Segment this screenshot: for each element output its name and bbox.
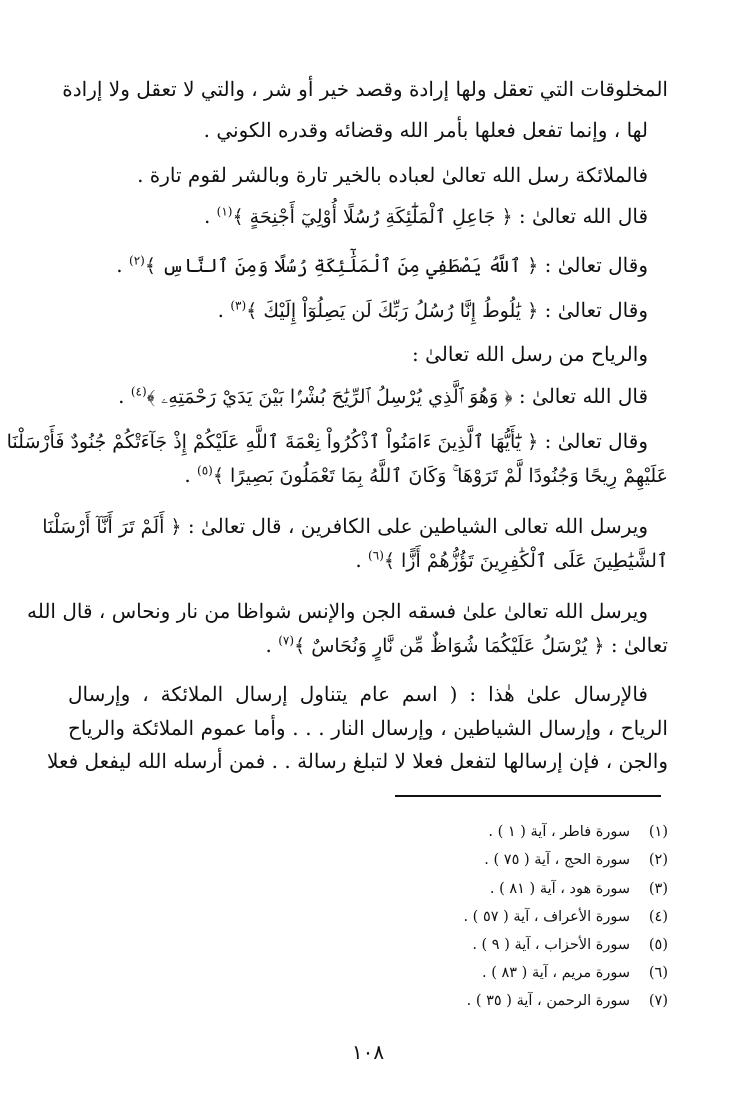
quran-verse: ﴿ يَٰٓأَيُّهَا ٱلَّذِينَ ءَامَنُواْ ٱذْكُرُواْ نِعْمَةَ ٱللَّهِ عَلَيْكُمْ إِذْ جَآءَتْكُمْ جُنُودٌ فَأَرْسَلْنَا [6, 431, 539, 453]
verse-intro: وقال تعالىٰ : [538, 253, 648, 277]
footnote-text: سورة هود ، آية ( ٨١ ) . [489, 881, 630, 897]
punct: . [265, 633, 279, 657]
punct: . [184, 463, 198, 487]
footnote-ref: (٣) [230, 298, 247, 313]
footnote-number: (٥) [648, 937, 668, 953]
verse-line-8 [355, 545, 668, 576]
punct: . [355, 548, 369, 572]
verse-intro: قال الله تعالىٰ : [512, 384, 648, 408]
footnote-text: سورة الرحمن ، آية ( ٣٥ ) . [466, 993, 630, 1009]
punct: . [203, 204, 217, 228]
quran-verse: ﴿ أَلَمْ تَرَ أَنَّآ أَرْسَلْنَا [42, 516, 182, 538]
footnote-ref: (٤) [130, 384, 147, 399]
footnote-ref: (٧) [278, 633, 295, 648]
verse-line-6 [184, 460, 668, 491]
footnote-ref: (٥) [197, 463, 213, 478]
body-line-15: فالإرسال علىٰ هٰذا : ( اسم عام يتناول إرسال الملائكة ، وإرسال [68, 682, 648, 706]
footnote-ref: (١) [216, 204, 233, 219]
footnote-text: سورة الأعراف ، آية ( ٥٧ ) . [463, 909, 630, 925]
verse-line-5 [6, 426, 648, 457]
footnote-ref: (٦) [368, 548, 384, 563]
footnote [368, 991, 668, 1011]
footnote-number: (٣) [648, 881, 668, 897]
body-line-7: والرياح من رسل الله تعالىٰ : [411, 342, 648, 366]
body-line-3: فالملائكة رسل الله تعالىٰ لعباده بالخير تارة وبالشر لقوم تارة . [137, 163, 648, 187]
footnote-divider [395, 795, 661, 797]
quran-verse: ﴿ جَاعِلِ ٱلْمَلَٰٓئِكَةِ رُسُلًا أُوْلِيٓ أَجْنِحَةٍ ﴾ [232, 206, 513, 228]
verse-line-9 [265, 630, 668, 661]
body-line-13: ويرسل الله تعالىٰ علىٰ فسقه الجن والإنس شواظا من نار ونحاس ، قال الله [26, 599, 648, 623]
footnote [368, 907, 668, 927]
verse-line-4 [118, 381, 648, 412]
footnote-number: (١) [648, 824, 668, 840]
footnote-text: سورة مريم ، آية ( ٨٣ ) . [482, 965, 630, 981]
verse-line-2 [116, 250, 648, 281]
footnote [368, 879, 668, 899]
quran-verse: ﴿ يُرْسَلُ عَلَيْكُمَا شُوَاظٌ مِّن نَّارٍ وَنُحَاسٌ ﴾ [294, 635, 605, 657]
verse-intro: تعالىٰ : [604, 633, 668, 657]
verse-intro: وقال تعالىٰ : [538, 298, 648, 322]
footnote-text: سورة الأحزاب ، آية ( ٩ ) . [472, 937, 630, 953]
punct: . [118, 384, 131, 408]
footnote [368, 822, 668, 842]
verse-intro: ويرسل الله تعالى الشياطين على الكافرين ، قال تعالىٰ : [181, 514, 648, 538]
verse-line-1 [204, 201, 648, 232]
body-line-1: المخلوقات التي تعقل ولها إرادة وقصد خير أو شر ، والتي لا تعقل ولا إرادة [62, 77, 668, 101]
punct: . [217, 298, 231, 322]
footnote-number: (٢) [648, 852, 668, 868]
footnote-number: (٤) [648, 909, 668, 925]
body-line-17: والجن ، فإن إرسالها لتفعل فعلا لا لتبلغ رسالة . . فمن أرسله الله ليفعل فعلا [47, 749, 668, 773]
footnote [368, 935, 668, 955]
body-line-16: الرياح ، وإرسال الشياطين ، وإرسال النار . . . وأما عموم الملائكة والرياح [68, 716, 668, 740]
footnote-text: سورة فاطر ، آية ( ١ ) . [488, 824, 630, 840]
verse-line-7 [42, 511, 648, 542]
footnote-number: (٧) [648, 993, 668, 1009]
footnote [368, 963, 668, 983]
footnote [368, 850, 668, 870]
punct: . [116, 253, 129, 277]
quran-verse: ٱلشَّيَٰطِينَ عَلَى ٱلْكَٰفِرِينَ تَؤُزُّهُمْ أَزًّا ﴾ [383, 550, 668, 572]
quran-verse: ﴿ ٱللَّهُ يَصْطَفِي مِنَ ٱلْمَلَٰٓئِكَةِ رُسُلًا وَمِنَ ٱلنَّاسِ ﴾ [144, 255, 539, 277]
quran-verse: ﴿ وَهُوَ ٱلَّذِي يُرْسِلُ ٱلرِّيَٰحَ بُشْرًۢا بَيْنَ يَدَيْ رَحْمَتِهِۦ ﴾ [146, 386, 513, 408]
page-number: ١٠٨ [351, 1040, 385, 1064]
verse-intro: قال الله تعالىٰ : [512, 204, 648, 228]
footnote-ref: (٢) [129, 253, 145, 268]
verse-intro: وقال تعالىٰ : [538, 429, 648, 453]
footnote-text: سورة الحج ، آية ( ٧٥ ) . [484, 852, 630, 868]
verse-line-3 [218, 295, 648, 326]
footnote-number: (٦) [648, 965, 668, 981]
quran-verse: عَلَيْهِمْ رِيحًا وَجُنُودًا لَّمْ تَرَوْهَا ۚ وَكَانَ ٱللَّهُ بِمَا تَعْمَلُونَ بَصِيرًا ﴾ [212, 465, 668, 487]
quran-verse: ﴿ يَٰلُوطُ إِنَّا رُسُلُ رَبِّكَ لَن يَصِلُوٓاْ إِلَيْكَ ﴾ [246, 300, 539, 322]
body-line-2: لها ، وإنما تفعل فعلها بأمر الله وقضائه وقدره الكوني . [203, 118, 648, 142]
